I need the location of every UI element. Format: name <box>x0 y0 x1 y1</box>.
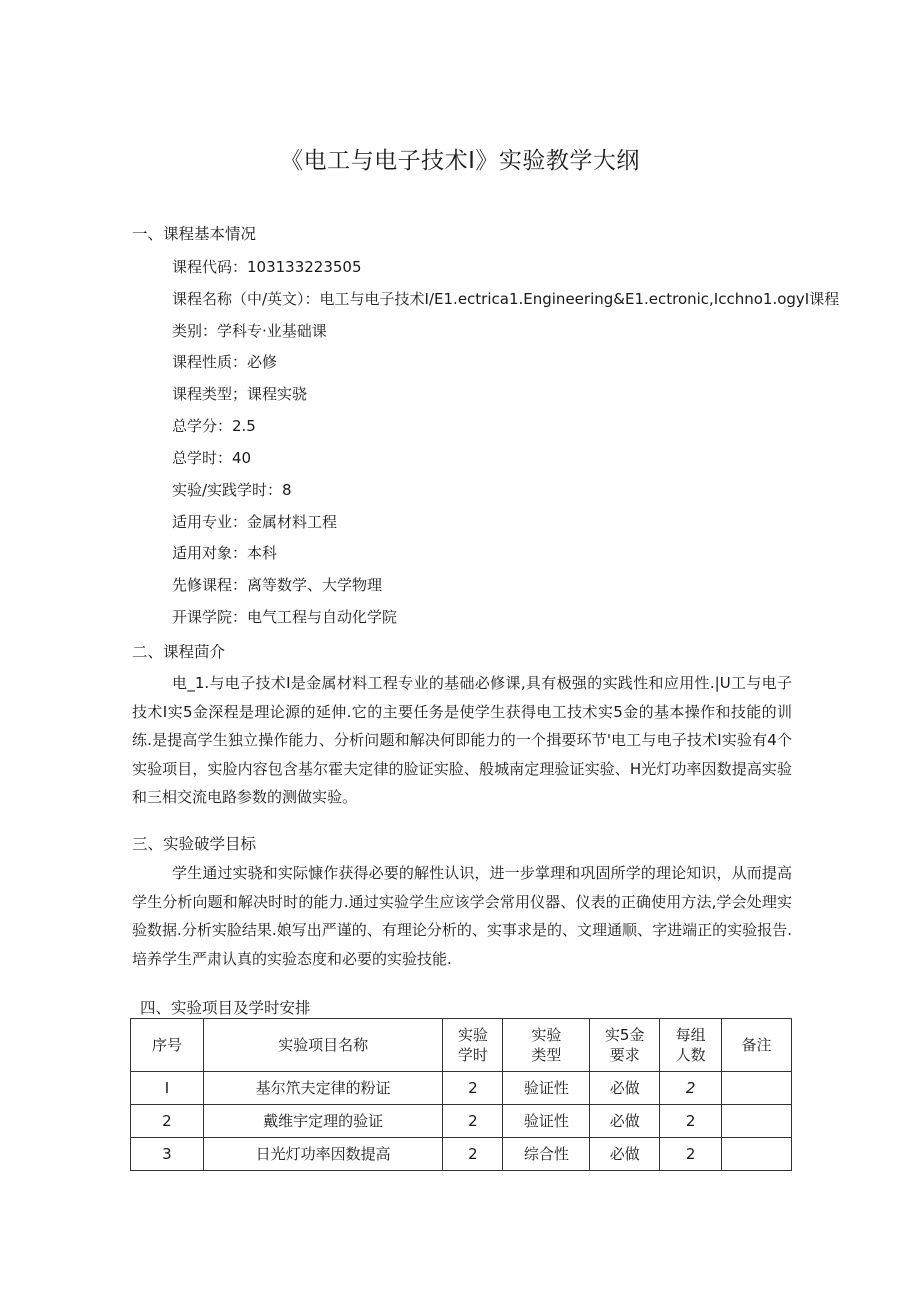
info-category: 类别：学科专·业基础课 <box>172 322 327 340</box>
cell-requirement: 必做 <box>590 1105 660 1138</box>
info-prerequisites: 先修课程：离等数学、大学物理 <box>172 576 383 594</box>
info-major: 适用专业：金属材料工程 <box>172 513 338 531</box>
header-cell-name: 实验项目名称 <box>203 1019 443 1072</box>
project-table <box>130 1018 792 1171</box>
cell-no: 3 <box>131 1138 204 1171</box>
header-cell-hours: 实验 学时 <box>443 1019 503 1072</box>
document-title: 《电工与电子技术I》实验教学大纲 <box>280 148 640 174</box>
cell-type: 验证性 <box>503 1105 590 1138</box>
cell-name: 日光灯功率因数提高 <box>203 1138 443 1171</box>
cell-requirement: 必做 <box>590 1072 660 1105</box>
info-audience: 适用对象：本科 <box>172 544 278 562</box>
objectives-paragraph: 学生通过实骁和实际慷作获得必要的解性认识，进一步掌理和巩固所学的理论知识，从而提高学生分析向题和解决时时的能力.通过实验学生应该学会常用仪器、仪表的正确使用方法,学会处理实验数据.分析实脸结果.娘写出严谨的、有理论分析的、实事求是的、文理通顺、字进端正的实验报告.培养学生严肃认真的实验态度和必要的实验技能. <box>132 864 792 968</box>
info-school: 开课学院：电气工程与自动化学院 <box>172 608 398 626</box>
table-row <box>131 1072 792 1105</box>
section-heading-intro: 二、课程茴介 <box>132 643 226 661</box>
header-cell-remarks: 备注 <box>722 1019 792 1072</box>
cell-requirement: 必做 <box>590 1138 660 1171</box>
header-cell-type: 实验 类型 <box>503 1019 590 1072</box>
info-course-name: 课程名称（中/英文）：电工与电子技术I/E1.ectrica1.Engineering&E1.ectronic,Icchno1.ogyI课程 <box>172 290 840 308</box>
info-course-type: 课程类型；课程实骁 <box>172 385 308 403</box>
info-total-hours: 总学时：40 <box>172 449 252 467</box>
table-header-row <box>131 1019 792 1072</box>
section-heading-objectives: 三、实验破学目标 <box>132 835 257 853</box>
cell-remarks <box>722 1105 792 1138</box>
table-row <box>131 1138 792 1171</box>
header-cell-group-size: 每组 人数 <box>660 1019 722 1072</box>
info-course-nature: 课程性质：必修 <box>172 353 278 371</box>
info-lab-hours: 实验/实践学时：8 <box>172 481 292 499</box>
cell-name: 戴维宇定理的验证 <box>203 1105 443 1138</box>
cell-hours: 2 <box>443 1105 503 1138</box>
cell-hours: 2 <box>443 1138 503 1171</box>
info-course-code: 课程代码：103133223505 <box>172 258 362 276</box>
table-row <box>131 1105 792 1138</box>
cell-group-size: 2 <box>660 1105 722 1138</box>
cell-group-size: 2 <box>660 1072 722 1105</box>
cell-type: 综合性 <box>503 1138 590 1171</box>
cell-remarks <box>722 1138 792 1171</box>
course-intro-paragraph: 电_1.与电子技术I是金属材料工程专业的基础必修课,具有极强的实践性和应用性.|U工与电子技术I实5金深程是理论源的延伸.它的主要任务是使学生获得电工技术实5金的基本操作和技能的训练.是提高学生独立操作能力、分析问题和解决何即能力的一个揖要环节'电工与电子技术I实验有4个实验项目，实脸内容包含基尔霍夫定律的脸证实脸、般城南定理验证实验、H光灯功率因数提高实验和三相交流电路参数的测做实验。 <box>132 674 792 806</box>
cell-name: 基尔笊夫定律的粉证 <box>203 1072 443 1105</box>
cell-group-size: 2 <box>660 1138 722 1171</box>
header-cell-requirement: 实5金 要求 <box>590 1019 660 1072</box>
section-heading-basic-info: 一、课程基本情况 <box>132 225 257 243</box>
cell-hours: 2 <box>443 1072 503 1105</box>
cell-type: 验证性 <box>503 1072 590 1105</box>
section-heading-projects: 四、实验项目及学时安排 <box>140 999 311 1017</box>
cell-no: 2 <box>131 1105 204 1138</box>
header-cell-no: 序号 <box>131 1019 204 1072</box>
cell-remarks <box>722 1072 792 1105</box>
info-total-credits: 总学分：2.5 <box>172 417 256 435</box>
cell-no: I <box>131 1072 204 1105</box>
